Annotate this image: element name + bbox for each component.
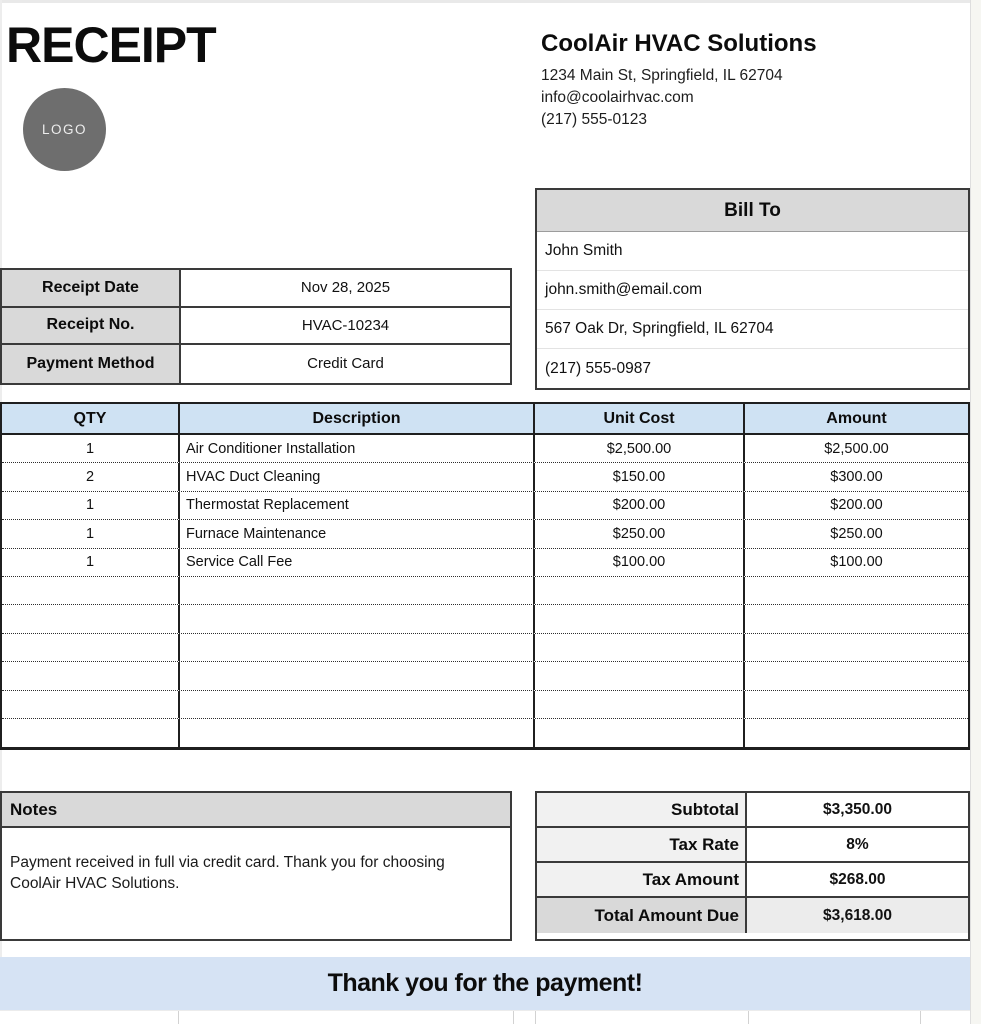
item-description: Thermostat Replacement: [180, 492, 535, 519]
page-title: RECEIPT: [6, 17, 216, 73]
company-info-block: [541, 30, 817, 131]
items-empty-row: [2, 634, 968, 662]
company-address: 1234 Main St, Springfield, IL 62704: [541, 67, 783, 84]
payment-method-value: Credit Card: [307, 355, 384, 373]
bill-to-phone: (217) 555-0987: [545, 359, 651, 377]
spreadsheet-gridlines: [0, 1010, 970, 1024]
receipt-details-table: [0, 268, 512, 385]
company-phone: (217) 555-0123: [541, 111, 647, 128]
company-logo: [23, 88, 106, 171]
total-due-value: $3,618.00: [747, 898, 968, 933]
payment-method-row: [2, 345, 510, 383]
bill-to-header: Bill To: [537, 190, 968, 232]
item-qty: 2: [2, 463, 180, 490]
receipt-date-value: Nov 28, 2025: [300, 279, 391, 297]
subtotal-value: $3,350.00: [747, 793, 968, 826]
company-name: CoolAir HVAC Solutions: [541, 30, 817, 57]
table-row: [2, 549, 968, 577]
gridline: [535, 1011, 536, 1024]
total-due-row: [537, 898, 968, 933]
subtotal-label: Subtotal: [537, 793, 747, 826]
item-qty: 1: [2, 435, 180, 462]
sheet-top-edge: [0, 0, 981, 3]
table-row: [2, 463, 968, 491]
gridline: [920, 1011, 921, 1024]
item-unit-cost: $150.00: [535, 463, 745, 490]
gridline: [178, 1011, 179, 1024]
gridline: [513, 1011, 514, 1024]
receipt-number-row: [2, 308, 510, 346]
subtotal-row: [537, 793, 968, 828]
item-unit-cost: $200.00: [535, 492, 745, 519]
company-email: info@coolairhvac.com: [541, 89, 694, 106]
totals-table: [535, 791, 970, 941]
tax-amount-row: [537, 863, 968, 898]
total-due-label: Total Amount Due: [537, 898, 747, 933]
notes-section: [0, 791, 512, 941]
line-items-header-row: [2, 404, 968, 435]
table-row: [2, 492, 968, 520]
receipt-date-row: [2, 270, 510, 308]
receipt-number-label: Receipt No.: [2, 308, 181, 344]
qty-column-header: QTY: [2, 404, 180, 433]
item-qty: 1: [2, 520, 180, 547]
item-unit-cost: $100.00: [535, 549, 745, 576]
receipt-date-label: Receipt Date: [2, 270, 181, 306]
amount-column-header: Amount: [826, 409, 887, 427]
bill-to-email: john.smith@email.com: [537, 271, 968, 310]
unit-cost-column-header: Unit Cost: [535, 404, 745, 433]
items-empty-row: [2, 691, 968, 719]
line-items-table: [0, 402, 970, 750]
thank-you-banner: Thank you for the payment!: [0, 957, 970, 1010]
item-description: Service Call Fee: [180, 549, 535, 576]
payment-method-label: Payment Method: [2, 345, 181, 383]
notes-header: Notes: [2, 793, 510, 828]
items-empty-row: [2, 605, 968, 633]
item-amount: $300.00: [830, 469, 883, 486]
item-amount: $100.00: [830, 554, 883, 571]
items-empty-row: [2, 662, 968, 690]
item-description: Furnace Maintenance: [180, 520, 535, 547]
sheet-right-margin: [970, 0, 981, 1024]
item-amount: $200.00: [830, 497, 883, 514]
item-amount: $2,500.00: [824, 440, 889, 457]
item-qty: 1: [2, 492, 180, 519]
tax-rate-label: Tax Rate: [537, 828, 747, 861]
item-unit-cost: $2,500.00: [535, 435, 745, 462]
bill-to-name: John Smith: [537, 232, 968, 271]
tax-rate-value: 8%: [747, 828, 968, 861]
tax-rate-row: [537, 828, 968, 863]
item-qty: 1: [2, 549, 180, 576]
item-description: Air Conditioner Installation: [180, 435, 535, 462]
item-unit-cost: $250.00: [535, 520, 745, 547]
items-empty-row: [2, 577, 968, 605]
tax-amount-value: $268.00: [747, 863, 968, 896]
table-row: [2, 520, 968, 548]
description-column-header: Description: [180, 404, 535, 433]
item-description: HVAC Duct Cleaning: [180, 463, 535, 490]
bill-to-address: 567 Oak Dr, Springfield, IL 62704: [537, 310, 968, 349]
gridline: [748, 1011, 749, 1024]
logo-text: LOGO: [41, 122, 87, 137]
notes-body: Payment received in full via credit card. Thank you for choosing CoolAir HVAC Solutions.: [10, 854, 445, 892]
bill-to-section: [535, 188, 970, 390]
tax-amount-label: Tax Amount: [537, 863, 747, 896]
receipt-number-value: HVAC-10234: [301, 316, 390, 334]
items-empty-row: [2, 719, 968, 747]
item-amount: $250.00: [830, 525, 883, 542]
table-row: [2, 435, 968, 463]
